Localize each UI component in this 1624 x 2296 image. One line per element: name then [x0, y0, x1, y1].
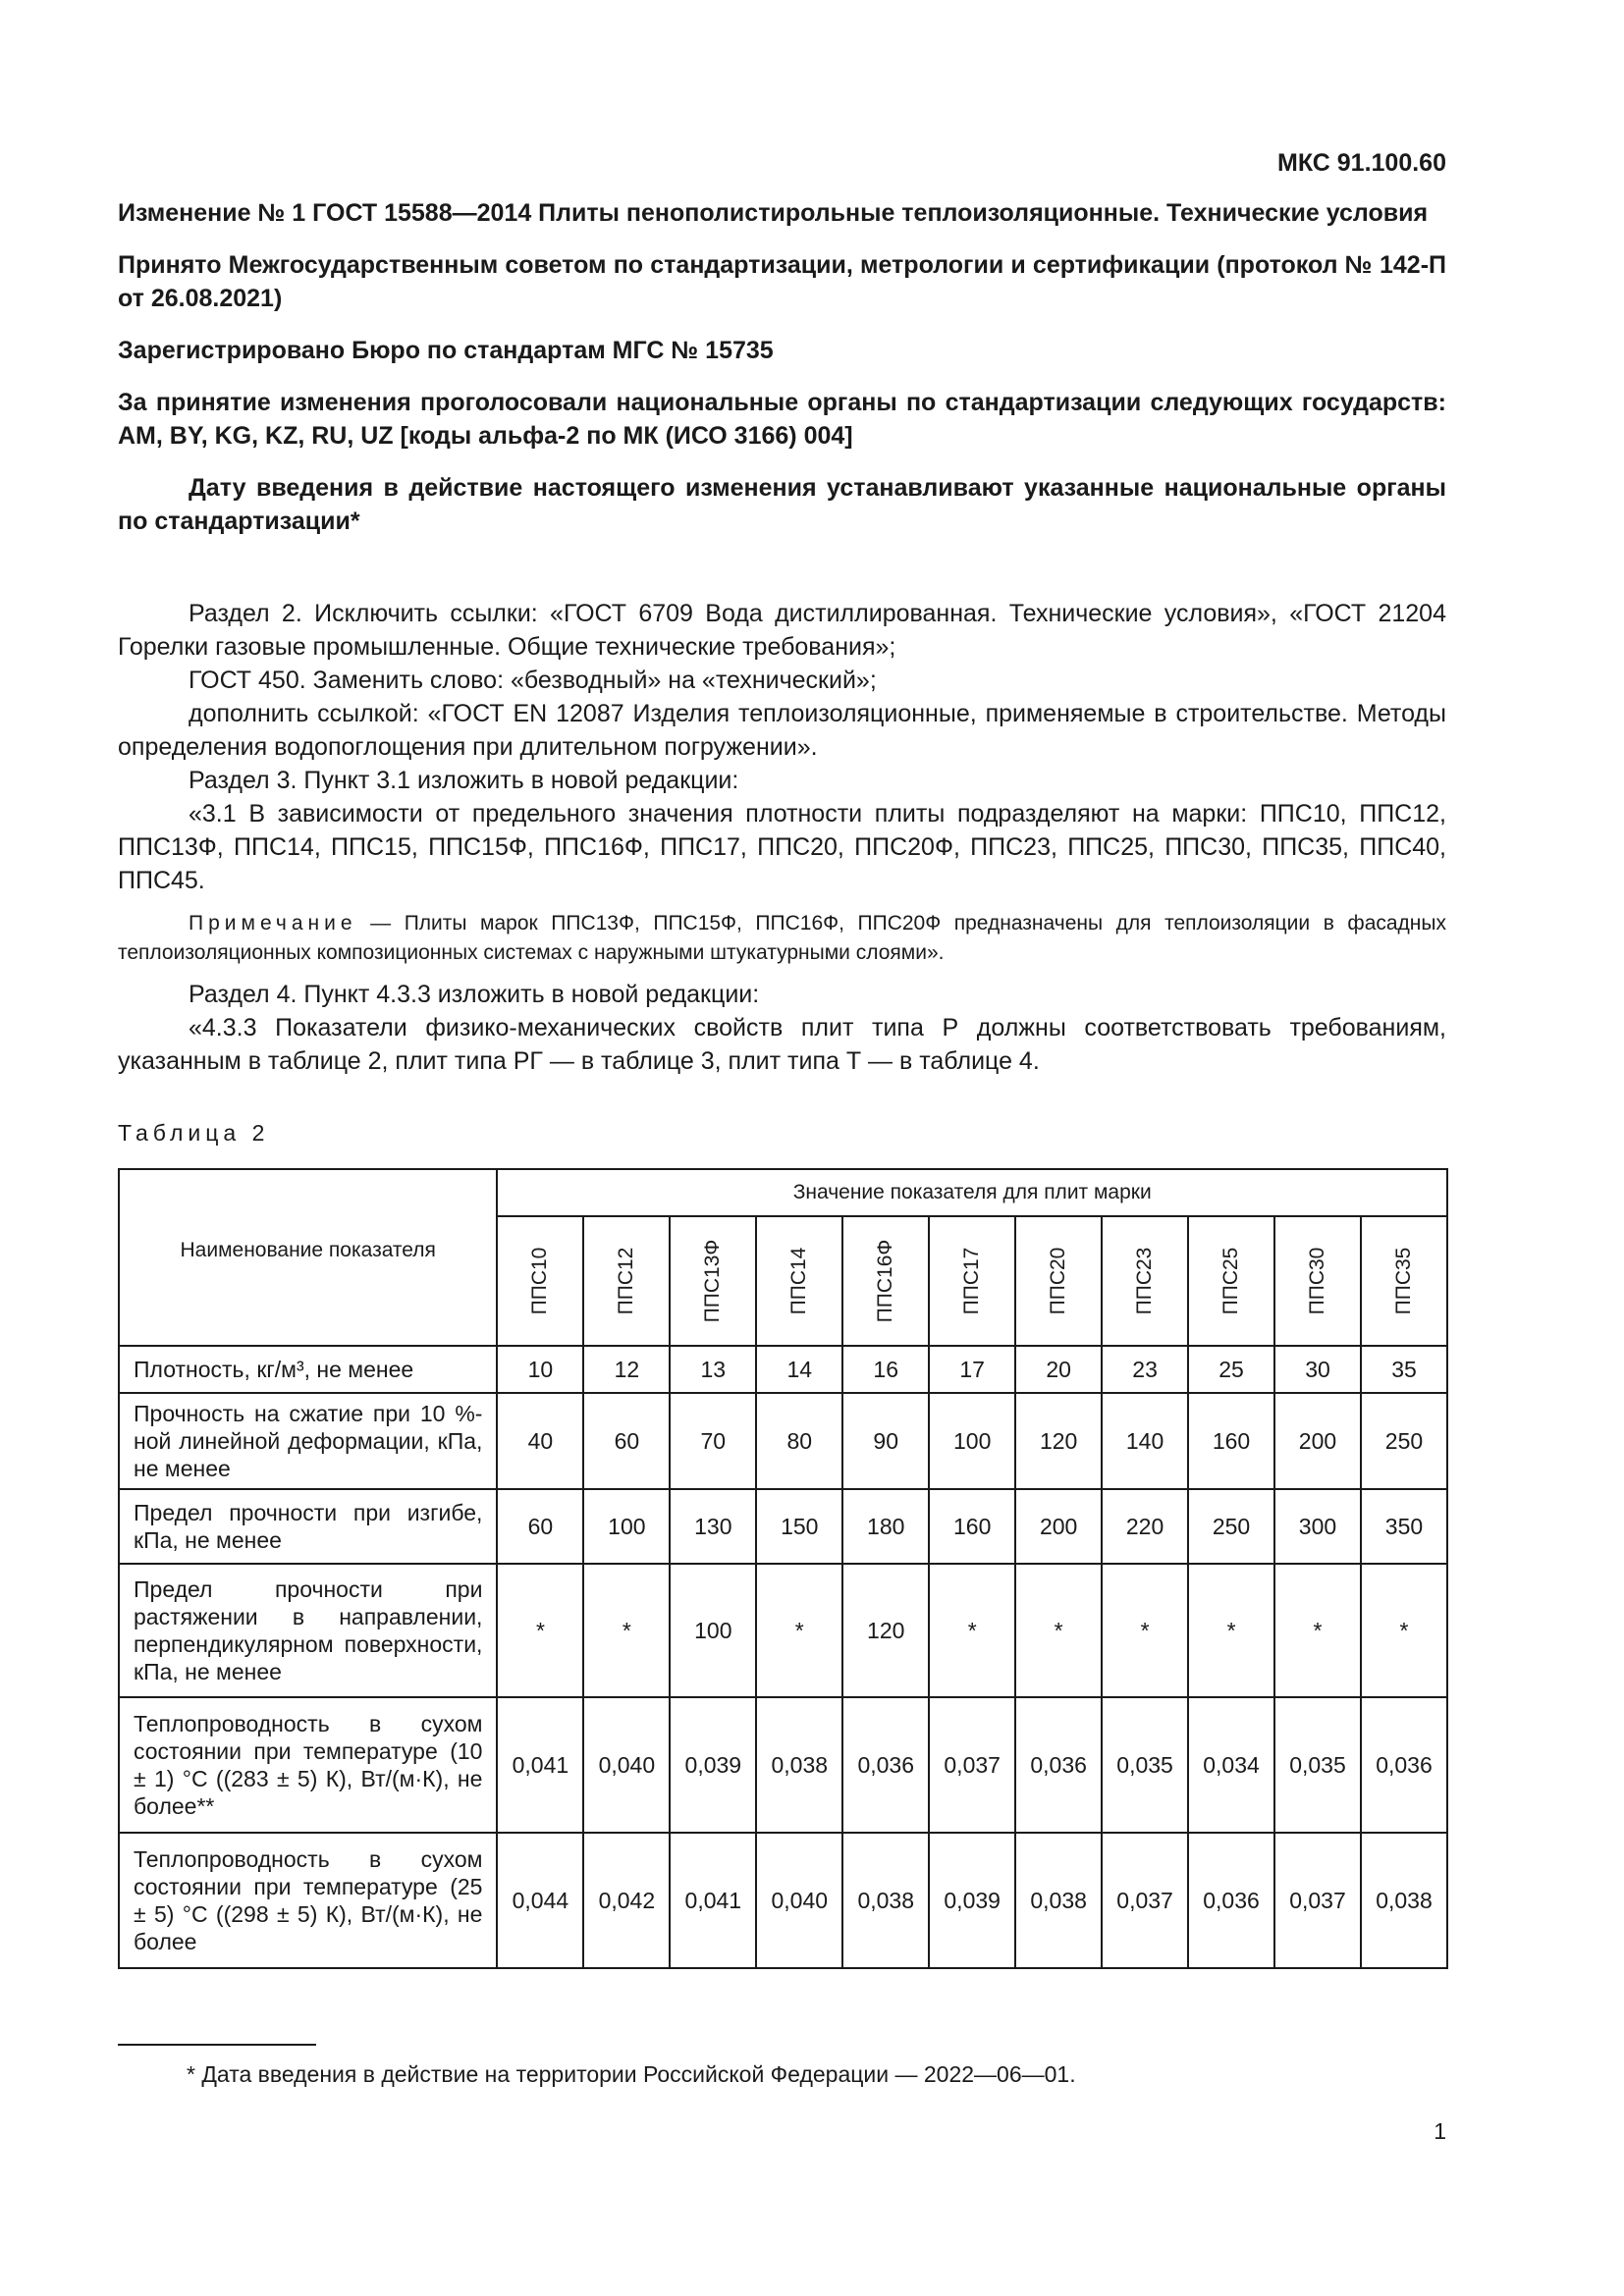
effective-date-statement: Дату введения в действие настоящего изменения устанавливают указанные национальные органы по стандартизации* [118, 474, 1446, 535]
table-row [119, 1489, 1447, 1564]
table-cell: * [1361, 1564, 1447, 1697]
table-cell: * [1188, 1564, 1274, 1697]
table-cell: * [1015, 1564, 1102, 1697]
table-cell: 70 [670, 1393, 756, 1489]
table-cell: 100 [929, 1393, 1015, 1489]
properties-table [118, 1168, 1448, 1969]
table-cell: 23 [1102, 1346, 1188, 1393]
table-cell: 60 [583, 1393, 670, 1489]
table-cell: 10 [497, 1346, 583, 1393]
table-cell: 90 [842, 1393, 929, 1489]
page-number: 1 [1434, 2118, 1446, 2144]
table-cell: 40 [497, 1393, 583, 1489]
voted-statement: За принятие изменения проголосовали национальные органы по стандартизации следующих государств: AM, BY, KG, KZ, RU, UZ [коды альфа-2 по МК (ИСО 3166) 004] [118, 389, 1446, 450]
table-cell: 12 [583, 1346, 670, 1393]
table-cell: 150 [756, 1489, 842, 1564]
table-cell: * [756, 1564, 842, 1697]
table-cell: * [1274, 1564, 1361, 1697]
table-cell: 0,041 [497, 1697, 583, 1833]
registered-statement: Зарегистрировано Бюро по стандартам МГС № 15735 [118, 337, 774, 364]
table-cell: 0,035 [1102, 1697, 1188, 1833]
brand-header: ППС16Ф [842, 1216, 929, 1346]
brand-header: ППС17 [929, 1216, 1015, 1346]
note-text: — Плиты марок ППС13Ф, ППС15Ф, ППС16Ф, ППС20Ф предназначены для теплоизоляции в фасадных теплоизоляционных композиционных системах с наружными штукатурными слоями». [118, 912, 1446, 964]
table-cell: 35 [1361, 1346, 1447, 1393]
brand-header: ППС14 [756, 1216, 842, 1346]
table-cell: 0,036 [1188, 1833, 1274, 1968]
table-cell: 60 [497, 1489, 583, 1564]
table-cell: 0,036 [842, 1697, 929, 1833]
table-cell: 0,042 [583, 1833, 670, 1968]
brand-header: ППС13Ф [670, 1216, 756, 1346]
note [118, 909, 1446, 968]
body-paragraph: Раздел 4. Пункт 4.3.3 изложить в новой редакции: [189, 981, 760, 1008]
table-cell: 120 [1015, 1393, 1102, 1489]
body-paragraph: «3.1 В зависимости от предельного значения плотности плиты подразделяют на марки: ППС10, ППС12, ППС13Ф, ППС14, ППС15, ППС15Ф, ППС16Ф, ППС17, ППС20, ППС20Ф, ППС23, ППС25, ППС30, ППС35, ППС40, ППС45. [118, 800, 1446, 894]
table-cell: 0,044 [497, 1833, 583, 1968]
table-cell: 100 [583, 1489, 670, 1564]
table-row [119, 1833, 1447, 1968]
table-cell: 0,038 [1015, 1833, 1102, 1968]
table-cell: 80 [756, 1393, 842, 1489]
table-cell: 0,040 [756, 1833, 842, 1968]
footnote-divider [118, 2044, 316, 2046]
brand-header: ППС30 [1274, 1216, 1361, 1346]
table-cell: 0,038 [756, 1697, 842, 1833]
table-cell: 200 [1274, 1393, 1361, 1489]
brand-header: ППС10 [497, 1216, 583, 1346]
classification-code: МКС 91.100.60 [1277, 149, 1446, 177]
table-cell: 0,036 [1361, 1697, 1447, 1833]
table-cell: 250 [1188, 1489, 1274, 1564]
body-paragraph: Раздел 2. Исключить ссылки: «ГОСТ 6709 Вода дистиллированная. Технические условия», «ГОСТ 21204 Горелки газовые промышленные. Общие технические требования»; [118, 600, 1446, 661]
table-cell: 16 [842, 1346, 929, 1393]
brand-header: ППС20 [1015, 1216, 1102, 1346]
table-cell: 350 [1361, 1489, 1447, 1564]
table-cell: 120 [842, 1564, 929, 1697]
table-row [119, 1393, 1447, 1489]
body-paragraph: «4.3.3 Показатели физико-механических свойств плит типа Р должны соответствовать требованиям, указанным в таблице 2, плит типа РГ — в таблице 3, плит типа Т — в таблице 4. [118, 1014, 1446, 1075]
row-name: Предел прочности при растяжении в направлении, перпендикулярном поверхности, кПа, не менее [119, 1564, 497, 1697]
table-cell: 130 [670, 1489, 756, 1564]
table-cell: 0,039 [670, 1697, 756, 1833]
amendment-body [118, 597, 1446, 1078]
table-cell: 0,035 [1274, 1697, 1361, 1833]
table-cell: 30 [1274, 1346, 1361, 1393]
brand-header: ППС12 [583, 1216, 670, 1346]
table-cell: 0,038 [1361, 1833, 1447, 1968]
table-cell: 100 [670, 1564, 756, 1697]
adopted-statement: Принято Межгосударственным советом по стандартизации, метрологии и сертификации (протокол № 142-П от 26.08.2021) [118, 251, 1446, 312]
table-cell: 0,037 [929, 1697, 1015, 1833]
table-cell: 0,034 [1188, 1697, 1274, 1833]
table-cell: 250 [1361, 1393, 1447, 1489]
table-cell: 17 [929, 1346, 1015, 1393]
table-cell: * [929, 1564, 1015, 1697]
table-cell: * [583, 1564, 670, 1697]
table-cell: 0,037 [1102, 1833, 1188, 1968]
table-cell: 160 [1188, 1393, 1274, 1489]
amendment-title: Изменение № 1 ГОСТ 15588—2014 Плиты пенополистирольные теплоизоляционные. Технические условия [118, 199, 1429, 227]
table-cell: 220 [1102, 1489, 1188, 1564]
body-paragraph: дополнить ссылкой: «ГОСТ EN 12087 Изделия теплоизоляционные, применяемые в строительстве. Методы определения водопоглощения при длительном погружении». [118, 700, 1446, 761]
brand-header: ППС25 [1188, 1216, 1274, 1346]
table-row [119, 1564, 1447, 1697]
table-cell: 20 [1015, 1346, 1102, 1393]
brand-header: ППС35 [1361, 1216, 1447, 1346]
amendment-header [118, 196, 1446, 557]
row-name: Прочность на сжатие при 10 %-ной линейной деформации, кПа, не менее [119, 1393, 497, 1489]
table-row [119, 1697, 1447, 1833]
table-cell: 0,036 [1015, 1697, 1102, 1833]
table-cell: 0,040 [583, 1697, 670, 1833]
brand-group-header: Значение показателя для плит марки [497, 1169, 1447, 1216]
table-cell: 140 [1102, 1393, 1188, 1489]
table-cell: 180 [842, 1489, 929, 1564]
table-cell: 25 [1188, 1346, 1274, 1393]
table-cell: 13 [670, 1346, 756, 1393]
table-cell: 14 [756, 1346, 842, 1393]
table-cell: 0,037 [1274, 1833, 1361, 1968]
footnote: * Дата введения в действие на территории Российской Федерации — 2022—06—01. [187, 2061, 1076, 2087]
table-cell: 0,041 [670, 1833, 756, 1968]
table-cell: 0,039 [929, 1833, 1015, 1968]
row-name: Теплопроводность в сухом состоянии при температуре (10 ± 1) °С ((283 ± 5) К), Вт/(м·К), не более** [119, 1697, 497, 1833]
body-paragraph: ГОСТ 450. Заменить слово: «безводный» на «технический»; [189, 667, 877, 694]
row-name: Теплопроводность в сухом состоянии при температуре (25 ± 5) °С ((298 ± 5) К), Вт/(м·К), не более [119, 1833, 497, 1968]
table-cell: * [1102, 1564, 1188, 1697]
table-cell: 0,038 [842, 1833, 929, 1968]
table-caption: Таблица 2 [118, 1120, 270, 1146]
table-cell: 160 [929, 1489, 1015, 1564]
row-name: Плотность, кг/м³, не менее [119, 1346, 497, 1393]
note-label: Примечание [189, 912, 357, 934]
table-cell: 200 [1015, 1489, 1102, 1564]
indicator-name-header: Наименование показателя [119, 1169, 497, 1346]
table-cell: * [497, 1564, 583, 1697]
row-name: Предел прочности при изгибе, кПа, не менее [119, 1489, 497, 1564]
table-row [119, 1346, 1447, 1393]
brand-header: ППС23 [1102, 1216, 1188, 1346]
body-paragraph: Раздел 3. Пункт 3.1 изложить в новой редакции: [189, 767, 739, 794]
table-cell: 300 [1274, 1489, 1361, 1564]
